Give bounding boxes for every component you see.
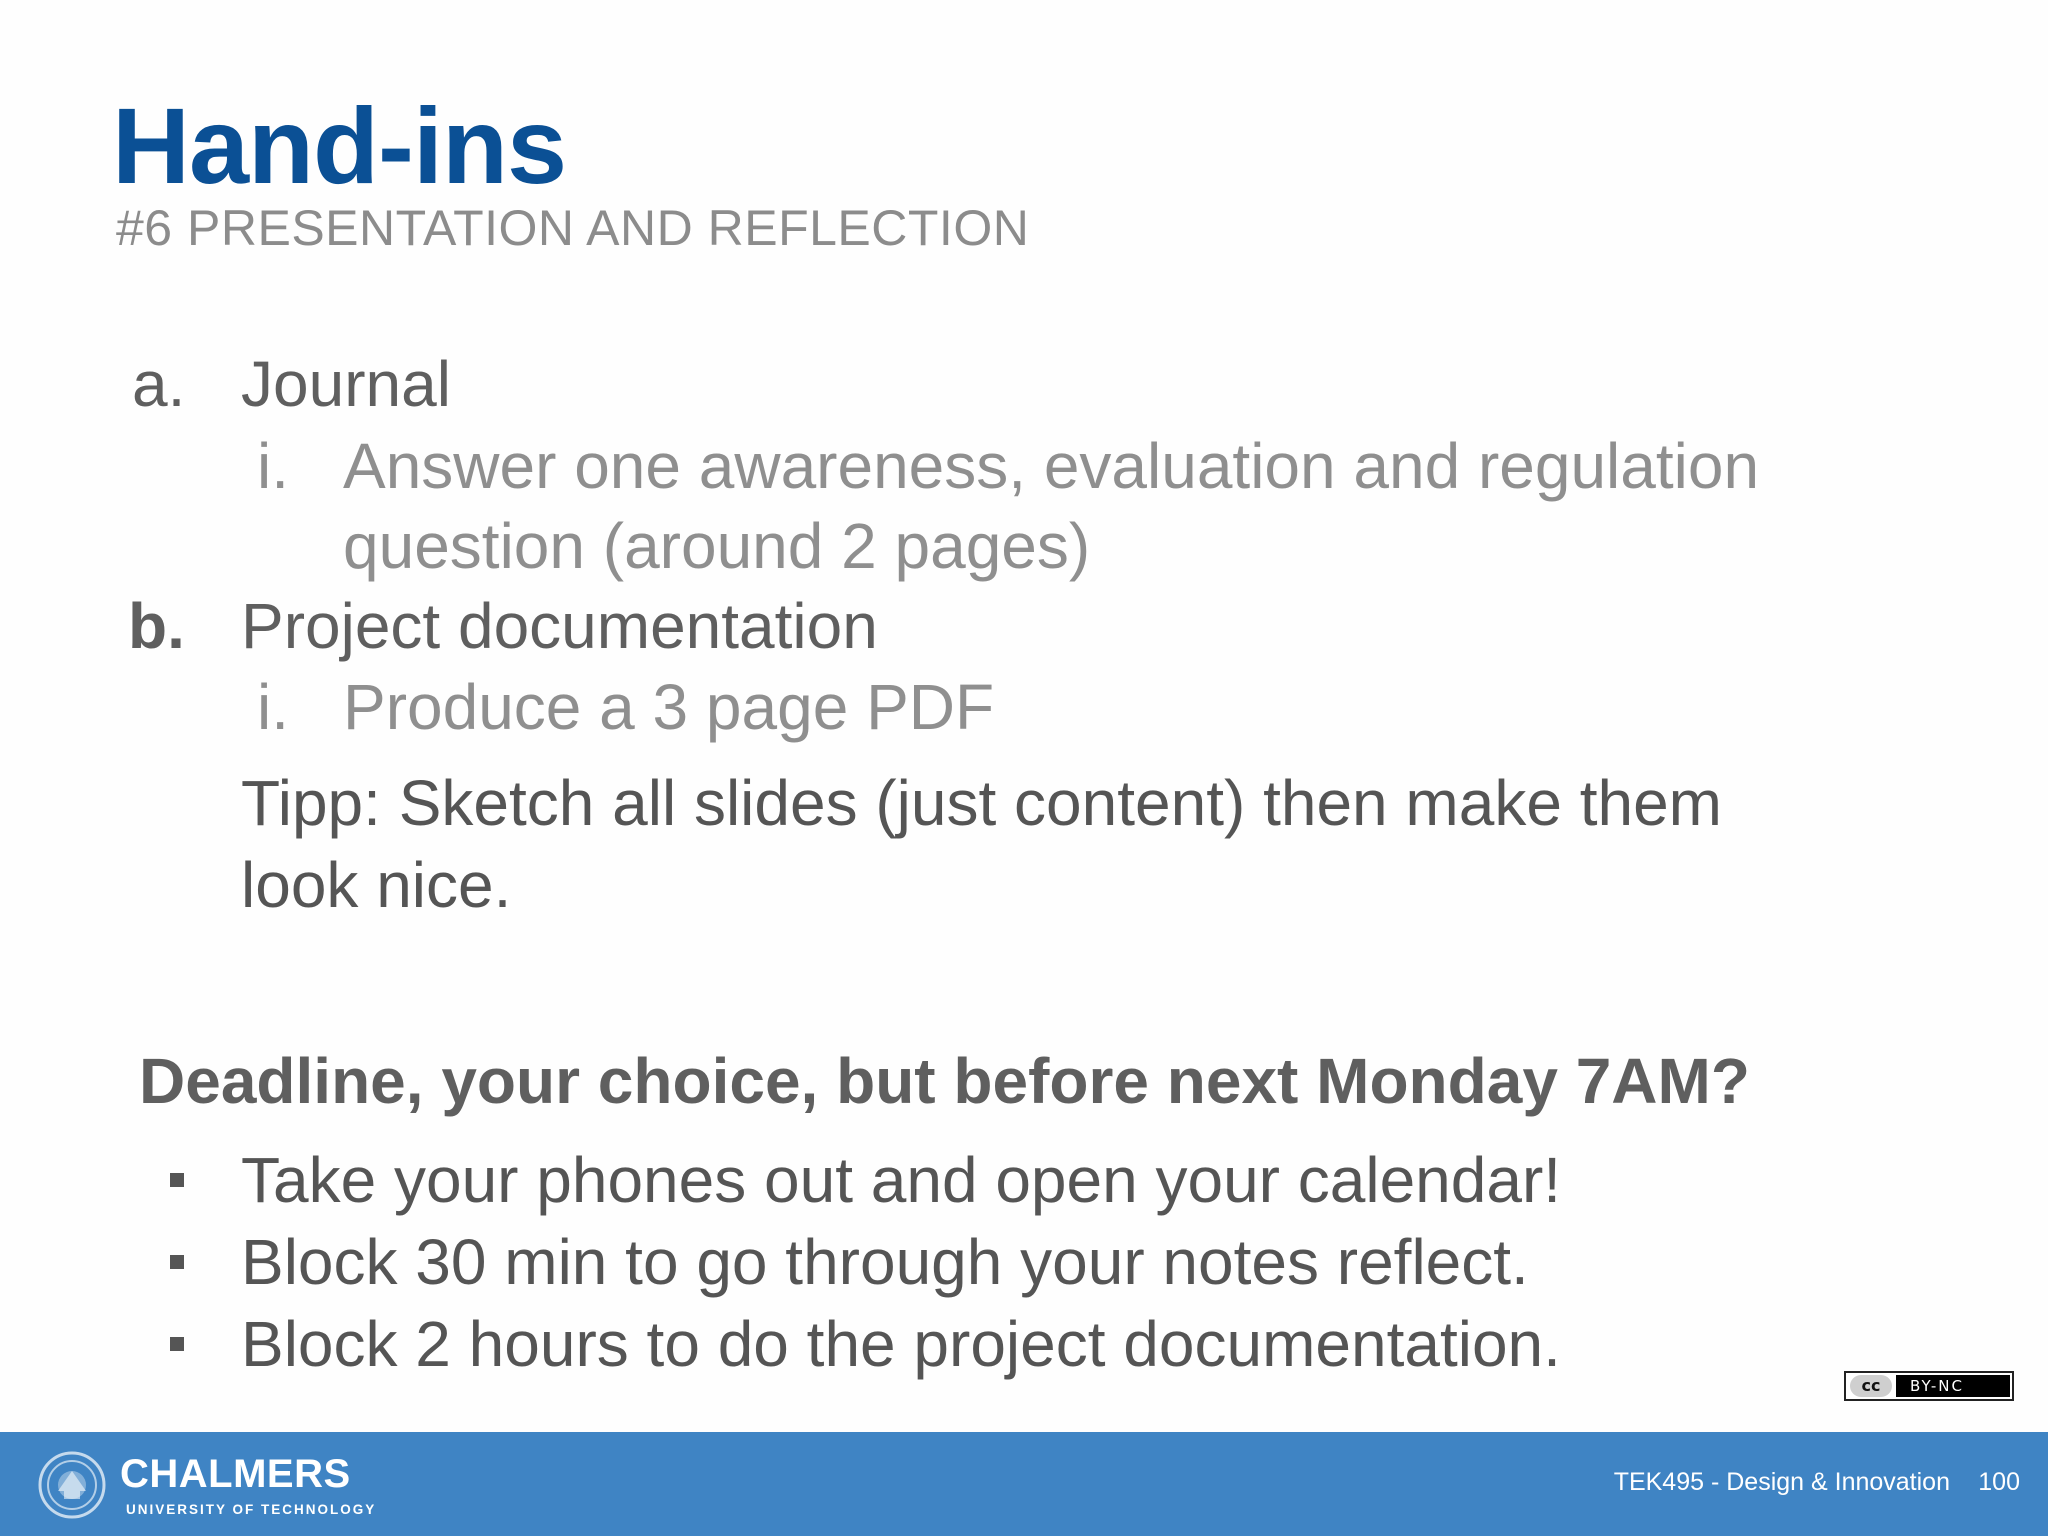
bullet-text: Block 30 min to go through your notes reflect. xyxy=(241,1226,1529,1298)
bullet-square-icon xyxy=(170,1337,184,1351)
cc-license-badge xyxy=(1844,1371,2014,1401)
bullet-text: Block 2 hours to do the project documentation. xyxy=(241,1308,1561,1380)
list-item-label: Journal xyxy=(241,348,451,420)
sub-list-marker: i. xyxy=(257,671,289,743)
deadline-heading: Deadline, your choice, but before next Monday 7AM? xyxy=(139,1045,1750,1117)
slide-title: Hand-ins xyxy=(112,85,567,206)
brand-name: CHALMERS xyxy=(120,1452,351,1496)
sub-list-text: Produce a 3 page PDF xyxy=(343,671,995,743)
course-label: TEK495 - Design & Innovation xyxy=(1613,1468,1950,1496)
footer-bar xyxy=(0,1432,2048,1536)
sub-list-marker: i. xyxy=(257,430,289,502)
cc-icon: cc xyxy=(1850,1375,1892,1397)
license-label: BY-NC xyxy=(1896,1375,2010,1397)
bullet-square-icon xyxy=(170,1255,184,1269)
list-marker: b. xyxy=(128,590,185,662)
list-marker: a. xyxy=(132,348,186,420)
brand-subtitle: UNIVERSITY OF TECHNOLOGY xyxy=(126,1502,377,1517)
chalmers-seal-icon xyxy=(38,1451,106,1519)
sub-list-text: Answer one awareness, evaluation and regulation xyxy=(343,430,1760,502)
bullet-text: Take your phones out and open your calendar! xyxy=(241,1144,1562,1216)
bullet-square-icon xyxy=(170,1173,184,1187)
slide-subtitle: #6 PRESENTATION AND REFLECTION xyxy=(116,200,1030,256)
list-item-label: Project documentation xyxy=(241,590,878,662)
page-number: 100 xyxy=(1978,1468,2020,1496)
sub-list-text-continued: question (around 2 pages) xyxy=(343,510,1091,582)
tip-text: Tipp: Sketch all slides (just content) then make them look nice. xyxy=(241,767,1722,921)
